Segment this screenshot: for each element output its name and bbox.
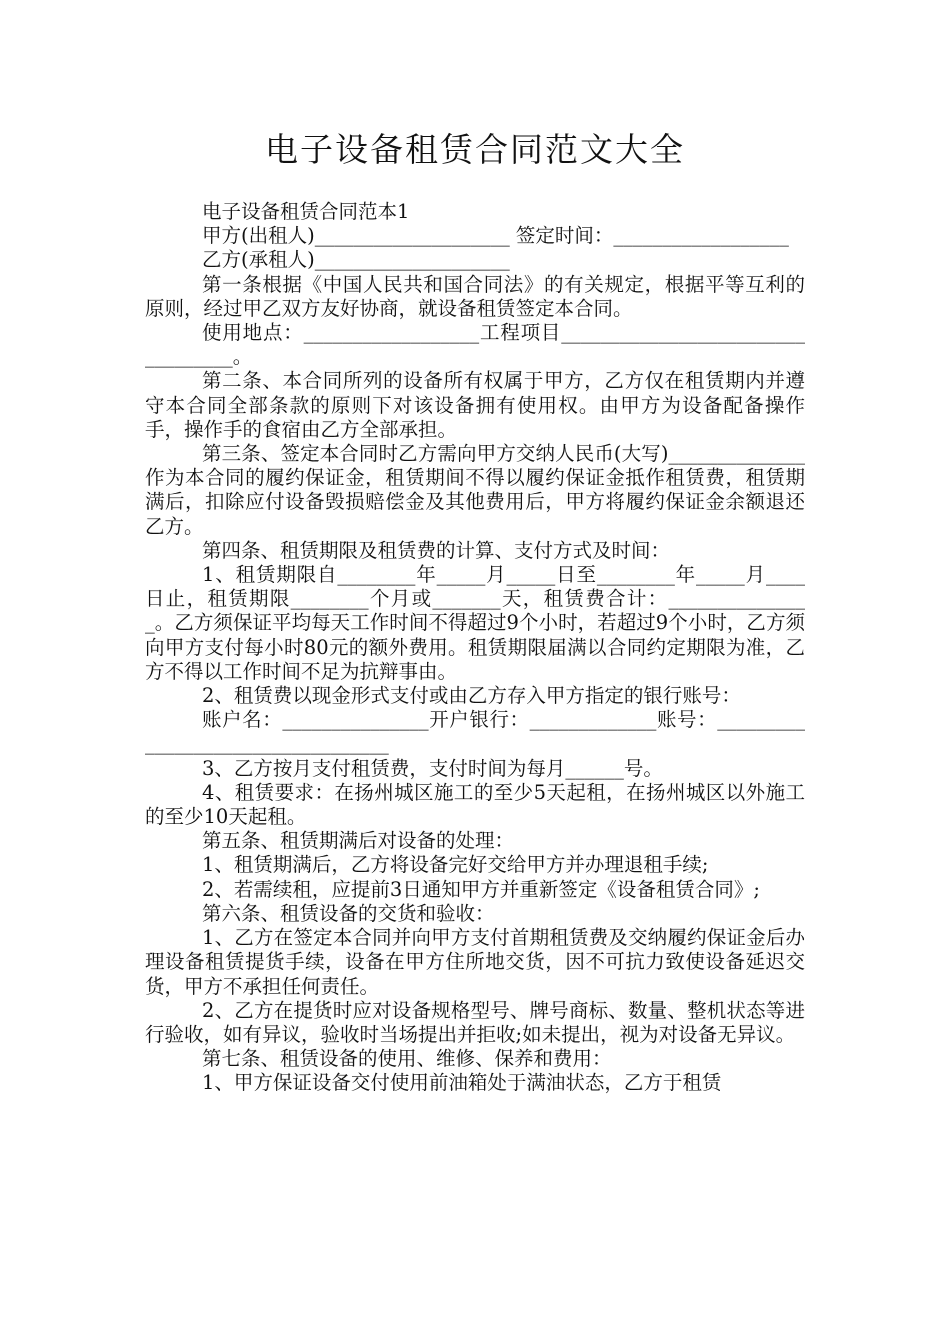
article-1: 第一条根据《中国人民共和国合同法》的有关规定，根据平等互利的原则，经过甲乙双方友好协商，就设备租赁签定本合同。 (145, 272, 805, 320)
article-4-clause-1: 1、租赁期限自________年_____月_____日至________年_____月____日止，租赁期限________个月或_______天，租赁费合计：_______________。乙方须保证平均每天工作时间不得超过9个小时，若超过9个小时，乙方须向甲方支付每小时80元的额外费用。租赁期限届满以合同约定期限为准，乙方不得以工作时间不足为抗辩事由。 (145, 563, 805, 683)
article-3: 第三条、签定本合同时乙方需向甲方交纳人民币(大写)______________作为本合同的履约保证金，租赁期间不得以履约保证金抵作租赁费，租赁期满后，扣除应付设备毁损赔偿金及其他费用后，甲方将履约保证金余额退还乙方。 (145, 442, 805, 538)
article-6-clause-1: 1、乙方在签定本合同并向甲方支付首期租赁费及交纳履约保证金后办理设备租赁提货手续，设备在甲方住所地交货，因不可抗力致使设备延迟交货，甲方不承担任何责任。 (145, 926, 805, 998)
article-7-heading: 第七条、租赁设备的使用、维修、保养和费用： (202, 1047, 612, 1071)
document-title: 电子设备租赁合同范文大全 (265, 130, 685, 169)
article-5-heading: 第五条、租赁期满后对设备的处理： (202, 829, 515, 853)
article-6-heading: 第六条、租赁设备的交货和验收： (202, 901, 495, 925)
party-b-line: 乙方(承租人)____________________ (202, 248, 510, 272)
bank-account-line: 账户名：_______________开户银行：_____________账号：__________________________________ (145, 708, 805, 756)
article-5-clause-2: 2、若需续租，应提前3日通知甲方并重新签定《设备租赁合同》; (202, 877, 760, 901)
article-4-clause-3: 3、乙方按月支付租赁费，支付时间为每月______号。 (202, 756, 663, 780)
party-a-line: 甲方(出租人)____________________ 签定时间：__________________ (202, 224, 789, 248)
article-2: 第二条、本合同所列的设备所有权属于甲方，乙方仅在租赁期内并遵守本合同全部条款的原则下对该设备拥有使用权。由甲方为设备配备操作手，操作手的食宿由乙方全部承担。 (145, 369, 805, 441)
article-5-clause-1: 1、租赁期满后，乙方将设备完好交给甲方并办理退租手续; (202, 853, 709, 877)
article-4-heading: 第四条、租赁期限及租赁费的计算、支付方式及时间： (202, 538, 671, 562)
article-4-clause-2: 2、租赁费以现金形式支付或由乙方存入甲方指定的银行账号： (202, 684, 741, 708)
article-4-clause-4: 4、租赁要求：在扬州城区施工的至少5天起租，在扬州城区以外施工的至少10天起租。 (145, 780, 805, 829)
document-body (145, 200, 805, 1096)
article-6-clause-2: 2、乙方在提货时应对设备规格型号、牌号商标、数量、整机状态等进行验收，如有异议，验收时当场提出并拒收;如未提出，视为对设备无异议。 (145, 998, 805, 1046)
article-7-clause-1: 1、甲方保证设备交付使用前油箱处于满油状态，乙方于租赁 (202, 1071, 722, 1095)
usage-location-line: 使用地点：__________________工程项目__________________________________。 (145, 321, 805, 369)
contract-subtitle: 电子设备租赁合同范本1 (202, 200, 410, 223)
